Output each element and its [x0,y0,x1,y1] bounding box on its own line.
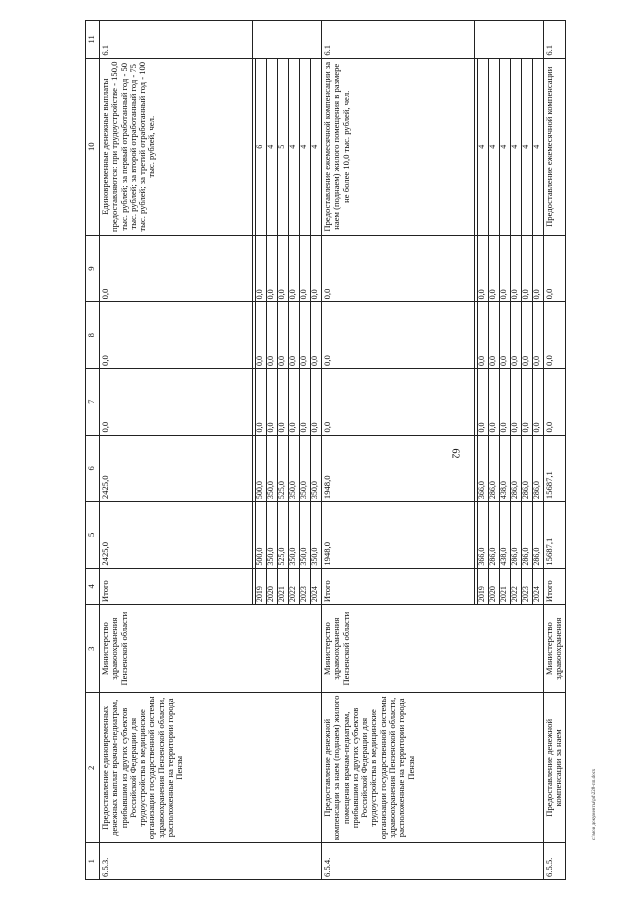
value-c9: 0,0 [478,235,489,302]
value-c5: 366,0 [478,502,489,569]
year-cell: 2020 [489,568,500,605]
indicator-value: 4 [478,58,489,235]
value-c8: 0,0 [522,302,533,369]
page-number: 62 [449,448,461,459]
value-c7: 0,0 [533,368,544,435]
year-cell: 2022 [289,568,300,605]
total-c7: 0,0 [544,368,566,435]
header-cell: 4 [86,568,100,605]
indicator-code: 6.1 [544,21,566,59]
table-body [86,21,566,880]
value-c9: 0,0 [267,235,278,302]
value-c5: 350,0 [311,502,322,569]
row-number: 6.5.5. [544,843,566,880]
code-blank [300,21,311,59]
activity-name: Предоставление единовременных денежных выплат врачам-педиатрам, прибывшим из других субъектов Российской Федерации для трудоустройства в медицинские организации государственной системы здравоохранения Пензенской области, расположенные на территории города Пензы [100,693,322,843]
indicator-value: 4 [533,58,544,235]
value-c7: 0,0 [311,368,322,435]
total-c8: 0,0 [100,302,253,369]
period-label: Итого [100,568,253,605]
year-cell: 2020 [267,568,278,605]
code-blank [522,21,533,59]
total-c8: 0,0 [322,302,475,369]
row-number: 6.5.4. [322,843,544,880]
value-c6: 438,0 [500,435,511,502]
value-c8: 0,0 [311,302,322,369]
header-cell: 7 [86,368,100,435]
executor: Министерство здравоохранения Пензенской области [100,605,322,693]
year-cell: 2024 [533,568,544,605]
total-c5: 15687,1 [544,502,566,569]
year-cell: 2019 [478,568,489,605]
value-c8: 0,0 [500,302,511,369]
total-c9: 0,0 [322,235,475,302]
period-label: Итого [322,568,475,605]
header-cell: 8 [86,302,100,369]
code-blank [489,21,500,59]
value-c5: 350,0 [289,502,300,569]
value-c6: 366,0 [478,435,489,502]
indicator-value: 6 [256,58,267,235]
value-c8: 0,0 [478,302,489,369]
value-c9: 0,0 [278,235,289,302]
indicator-code: 6.1 [100,21,253,59]
value-c5: 350,0 [267,502,278,569]
value-c8: 0,0 [267,302,278,369]
activity-name: Предоставление денежной компенсации за наем (поднаем) жилого помещения врачам-педиатрам, прибывшим из других субъектов Российской Федерации для трудоустройства в медицинские организации государственной системы здравоохранения Пензенской области, расположенные на территории города Пензы [322,693,544,843]
header-cell: 9 [86,235,100,302]
year-cell: 2023 [522,568,533,605]
table-row [100,21,253,880]
value-c5: 286,0 [511,502,522,569]
indicator-value: 5 [278,58,289,235]
header-cell: 5 [86,502,100,569]
value-c5: 525,0 [278,502,289,569]
total-c6: 15687,1 [544,435,566,502]
value-c9: 0,0 [511,235,522,302]
value-c6: 286,0 [511,435,522,502]
executor: Министерство здравоохранения [544,605,566,693]
total-c7: 0,0 [100,368,253,435]
value-c6: 286,0 [522,435,533,502]
total-c6: 1948,0 [322,435,475,502]
row-number: 6.5.3. [100,843,322,880]
total-c9: 0,0 [544,235,566,302]
value-c8: 0,0 [289,302,300,369]
year-cell: 2021 [500,568,511,605]
code-blank [478,21,489,59]
value-c5: 286,0 [533,502,544,569]
indicator-value: 4 [300,58,311,235]
activity-name: Предоставление денежной компенсации за наем [544,693,566,843]
value-c9: 0,0 [289,235,300,302]
indicator-text: Предоставление ежемесячной компенсации за наем (поднаем) жилого помещения в размере не более 10,0 тыс. рублей, чел. [322,58,475,235]
header-cell: 3 [86,605,100,693]
year-cell: 2022 [511,568,522,605]
value-c9: 0,0 [533,235,544,302]
year-cell: 2024 [311,568,322,605]
value-c5: 286,0 [522,502,533,569]
code-blank [500,21,511,59]
value-c5: 350,0 [300,502,311,569]
code-blank [267,21,278,59]
value-c7: 0,0 [256,368,267,435]
value-c7: 0,0 [478,368,489,435]
total-c8: 0,0 [544,302,566,369]
code-blank [256,21,267,59]
period-label: Итого [544,568,566,605]
value-c9: 0,0 [489,235,500,302]
header-cell: 2 [86,693,100,843]
value-c7: 0,0 [278,368,289,435]
total-c5: 1948,0 [322,502,475,569]
table-row [544,21,566,880]
header-cell: 10 [86,58,100,235]
value-c8: 0,0 [256,302,267,369]
value-c6: 350,0 [289,435,300,502]
indicator-value: 4 [289,58,300,235]
indicator-text: Единовременные денежные выплаты предоставляются: при трудоустройстве - 150,0 тыс. рублей; за первый отработанный год - 50 тыс. рублей; за второй отработанный год - 75 тыс. рублей; за третий отработанный год - 100 тыс. рублей, чел. [100,58,253,235]
value-c7: 0,0 [500,368,511,435]
indicator-value: 4 [500,58,511,235]
indicator-value: 4 [522,58,533,235]
indicator-text: Предоставление ежемесячной компенсации [544,58,566,235]
value-c9: 0,0 [311,235,322,302]
code-blank [511,21,522,59]
value-c7: 0,0 [511,368,522,435]
indicator-value: 4 [311,58,322,235]
value-c8: 0,0 [278,302,289,369]
executor: Министерство здравоохранения Пензенской области [322,605,544,693]
value-c7: 0,0 [522,368,533,435]
program-table [85,20,566,880]
indicator-value: 4 [489,58,500,235]
code-blank [278,21,289,59]
value-c7: 0,0 [489,368,500,435]
year-cell: 2021 [278,568,289,605]
total-c9: 0,0 [100,235,253,302]
value-c5: 500,0 [256,502,267,569]
value-c6: 350,0 [311,435,322,502]
value-c8: 0,0 [300,302,311,369]
header-cell: 1 [86,843,100,880]
footer-path: c:\мои документы\рd\228-пп.docx [592,768,597,840]
year-cell: 2023 [300,568,311,605]
header-cell: 6 [86,435,100,502]
indicator-value: 4 [511,58,522,235]
total-c6: 2425,0 [100,435,253,502]
header-row [86,21,100,880]
code-blank [311,21,322,59]
value-c6: 525,0 [278,435,289,502]
value-c9: 0,0 [500,235,511,302]
value-c8: 0,0 [533,302,544,369]
indicator-code: 6.1 [322,21,475,59]
header-cell: 11 [86,21,100,59]
indicator-value: 4 [267,58,278,235]
year-cell: 2019 [256,568,267,605]
value-c6: 500,0 [256,435,267,502]
value-c8: 0,0 [489,302,500,369]
rotated-table-wrapper [85,20,585,880]
value-c9: 0,0 [300,235,311,302]
total-c7: 0,0 [322,368,475,435]
value-c5: 438,0 [500,502,511,569]
total-c5: 2425,0 [100,502,253,569]
value-c6: 286,0 [533,435,544,502]
value-c6: 350,0 [300,435,311,502]
value-c6: 350,0 [267,435,278,502]
value-c8: 0,0 [511,302,522,369]
value-c9: 0,0 [256,235,267,302]
value-c7: 0,0 [267,368,278,435]
value-c7: 0,0 [300,368,311,435]
code-blank [533,21,544,59]
table-row [322,21,475,880]
value-c6: 286,0 [489,435,500,502]
code-blank [289,21,300,59]
value-c7: 0,0 [289,368,300,435]
value-c9: 0,0 [522,235,533,302]
value-c5: 286,0 [489,502,500,569]
